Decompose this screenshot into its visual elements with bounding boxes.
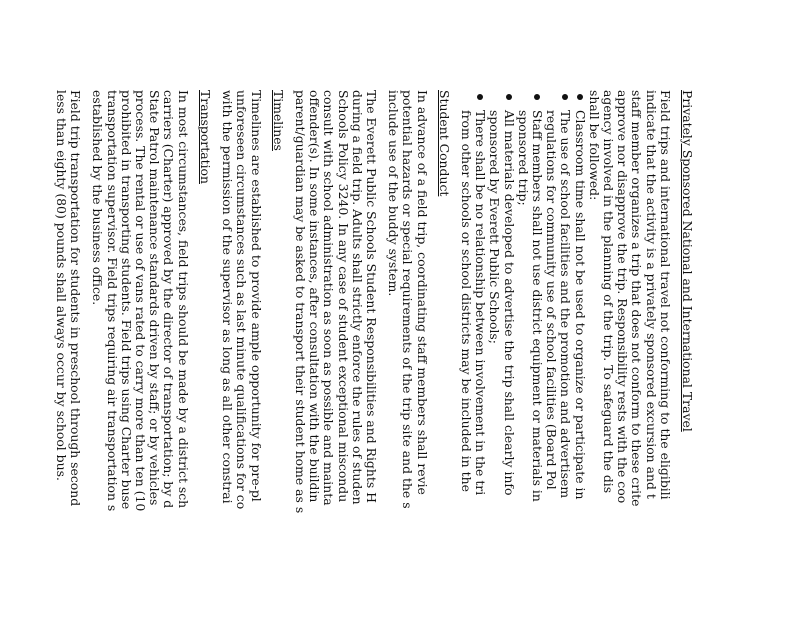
rotated-document — [54, 90, 694, 618]
text-line: All materials developed to advertise the trip shall clearly info — [501, 110, 517, 496]
text-line: parent/guardian may be asked to transport their student home as s — [292, 90, 308, 514]
text-line: with the permission of the supervisor as long as all other constrai — [220, 90, 236, 504]
list-item — [516, 90, 544, 618]
list-item — [459, 90, 487, 618]
text-line: regulations for community use of school facilities (Board Pol — [544, 110, 560, 490]
text-line: The use of school facilities and the promotion and advertisem — [558, 110, 574, 499]
text-line: process. The rental or use of vans rated to carry more than ten (10 — [133, 90, 149, 512]
list-item — [487, 90, 515, 618]
text-line: transportation supervisor. Field trips requiring air transportation s — [104, 90, 120, 512]
text-line: agency involved in the planning of the trip. To safeguard the dis — [600, 90, 616, 494]
section-heading: Privately Sponsored National and International Travel — [680, 90, 695, 432]
text-line: Schools Policy 3240. In any case of student exceptional miscondu — [335, 90, 351, 503]
text-line: shall be followed: — [586, 90, 602, 201]
text-line: Classroom time shall not be used to organize or participate in — [572, 110, 588, 500]
bullet-icon — [506, 94, 512, 100]
section-heading: Transportation — [197, 90, 213, 184]
text-line: There shall be no relationship between involvement in the tri — [473, 110, 489, 496]
text-line: prohibited in transporting students. Field trips using Charter buse — [118, 90, 134, 510]
text-line: In advance of a field trip, coordinating staff members shall revie — [414, 90, 430, 495]
paragraph — [386, 90, 429, 618]
text-line: established by the business office. — [90, 90, 106, 306]
section-timelines — [220, 90, 285, 618]
text-line: State Patrol maintenance standards driven by staff; or by vehicles — [147, 90, 163, 506]
section-student-conduct — [293, 90, 451, 618]
text-line: sponsored trip; — [515, 110, 531, 206]
paragraph — [54, 90, 82, 618]
text-line: from other schools or school districts may be included in the — [458, 110, 474, 492]
paragraph — [587, 90, 672, 618]
text-line: Staff members shall not use district equipment or materials in — [529, 110, 545, 502]
text-line: Field trip transportation for students in preschool through second — [68, 90, 84, 507]
bullet-list — [459, 90, 587, 618]
bullet-icon — [562, 94, 568, 100]
paragraph — [90, 90, 189, 618]
paragraph — [220, 90, 263, 618]
paragraph — [293, 90, 378, 618]
text-line: unforeseen circumstances such as last minute qualifications for co — [234, 90, 250, 510]
text-line: less than eighty (80) pounds shall always occur by school bus. — [54, 90, 70, 481]
bullet-icon — [477, 94, 483, 100]
text-line: during a field trip. Adults shall strictly enforce the rules of studen — [349, 90, 365, 505]
text-line: Timelines are established to provide ample opportunity for pre-pl — [248, 90, 264, 502]
text-line: carriers (Charter) approved by the director of transportation; by d — [161, 90, 177, 509]
list-item — [544, 90, 572, 618]
text-line: approve nor disapprove the trip. Responsibility rests with the coo — [615, 90, 631, 504]
section-privately-sponsored — [459, 90, 694, 618]
text-line: consult with school administration as soon as possible and mainta — [321, 90, 337, 506]
text-line: indicate that the activity is a privately sponsored excursion and t — [643, 90, 659, 499]
bullet-icon — [534, 94, 540, 100]
text-line: offender(s). In some instances, after consultation with the buildin — [307, 90, 323, 503]
section-heading: Timelines — [270, 90, 286, 151]
text-line: potential hazards or special requirements of the trip site and the s — [400, 90, 416, 509]
text-line: In most circumstances, field trips should be made by a district sch — [175, 90, 191, 509]
section-heading: Student Conduct — [436, 90, 452, 197]
bullet-icon — [577, 94, 583, 100]
text-line: Field trips and international travel not conforming to the eligibili — [657, 90, 673, 500]
text-line: staff member organizes a trip that does not conform to these crite — [629, 90, 645, 507]
list-item — [572, 90, 586, 618]
text-line: include use of the buddy system. — [386, 90, 402, 297]
section-transportation — [54, 90, 212, 618]
text-line: sponsored by Everett Public Schools; — [487, 110, 503, 344]
text-line: The Everett Public Schools Student Responsibilities and Rights H — [363, 90, 379, 503]
